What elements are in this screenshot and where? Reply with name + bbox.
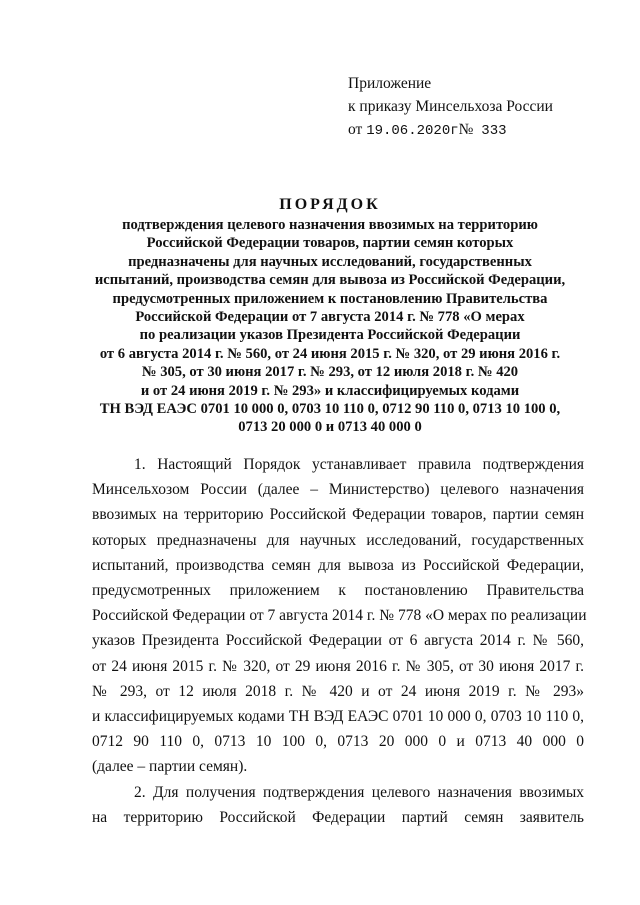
- paragraph-1-last-line: (далее – партии семян).: [92, 758, 248, 776]
- appendix-date-line: [348, 118, 553, 143]
- paragraph-1-line: которых предназначены для научных исследований, государственных: [92, 531, 584, 549]
- document-body: [92, 452, 587, 830]
- paragraph-1-line: предусмотренных приложением к постановлению Правительства: [92, 582, 584, 600]
- paragraph-1-line: 0712 90 110 0, 0713 10 100 0, 0713 20 000 0 и 0713 40 000 0: [92, 733, 584, 751]
- paragraph-1-line: и классифицируемых кодами ТН ВЭД ЕАЭС 0701 10 000 0, 0703 10 110 0,: [92, 708, 584, 726]
- paragraph-1-line: Российской Федерации от 7 августа 2014 г. № 778 «О мерах по реализации: [92, 607, 587, 625]
- document-subtitle: [78, 216, 582, 437]
- paragraph-1-line: ввозимых на территорию Российской Федерации товаров, партии семян: [92, 506, 584, 524]
- appendix-block: [348, 72, 553, 143]
- appendix-heading: Приложение: [348, 75, 432, 92]
- paragraph-2-line: 2. Для получения подтверждения целевого назначения ввозимых: [134, 783, 584, 801]
- appendix-order-reference: к приказу Минсельхоза России: [348, 98, 553, 115]
- order-date: 19.06.2020г: [366, 123, 459, 139]
- subtitle-line: Российской Федерации товаров, партии семян которых: [146, 235, 514, 252]
- document-title: ПОРЯДОК: [279, 196, 381, 213]
- paragraph-1-line: Минсельхозом России (далее – Министерство) целевого назначения: [92, 481, 584, 499]
- subtitle-line: предусмотренных приложением к постановлению Правительства: [112, 290, 548, 307]
- paragraph-1-line: испытаний, производства семян для вывоза из Российской Федерации,: [92, 556, 584, 574]
- subtitle-line: от 6 августа 2014 г. № 560, от 24 июня 2015 г. № 320, от 29 июня 2016 г.: [99, 345, 561, 362]
- paragraph-2-line: на территорию Российской Федерации партий семян заявитель: [92, 808, 584, 826]
- paragraph-1-line: № 293, от 12 июля 2018 г. № 420 и от 24 июня 2019 г. № 293»: [92, 682, 584, 700]
- subtitle-line: по реализации указов Президента Российской Федерации: [139, 327, 521, 344]
- paragraph-1-line: от 24 июня 2015 г. № 320, от 29 июня 2016 г. № 305, от 30 июня 2017 г.: [92, 657, 584, 675]
- subtitle-line: ТН ВЭД ЕАЭС 0701 10 000 0, 0703 10 110 0, 0712 90 110 0, 0713 10 100 0,: [99, 401, 561, 418]
- order-number: 333: [481, 123, 507, 139]
- paragraph-1-line: 1. Настоящий Порядок устанавливает правила подтверждения: [134, 456, 584, 473]
- subtitle-line: и от 24 июня 2019 г. № 293» и классифицируемых кодами: [140, 382, 520, 399]
- subtitle-line: испытаний, производства семян для вывоза из Российской Федерации,: [94, 272, 566, 289]
- number-sign: №: [458, 121, 474, 138]
- subtitle-line: Российской Федерации от 7 августа 2014 г. № 778 «О мерах: [135, 309, 525, 326]
- subtitle-line: подтверждения целевого назначения ввозимых на территорию: [122, 217, 538, 233]
- date-prefix: от: [348, 121, 363, 138]
- paragraph-1-line: указов Президента Российской Федерации от 6 августа 2014 г. № 560,: [92, 632, 584, 650]
- subtitle-line: предназначены для научных исследований, государственных: [128, 253, 532, 270]
- subtitle-line: 0713 20 000 0 и 0713 40 000 0: [238, 419, 422, 436]
- subtitle-line: № 305, от 30 июня 2017 г. № 293, от 12 июля 2018 г. № 420: [141, 364, 519, 381]
